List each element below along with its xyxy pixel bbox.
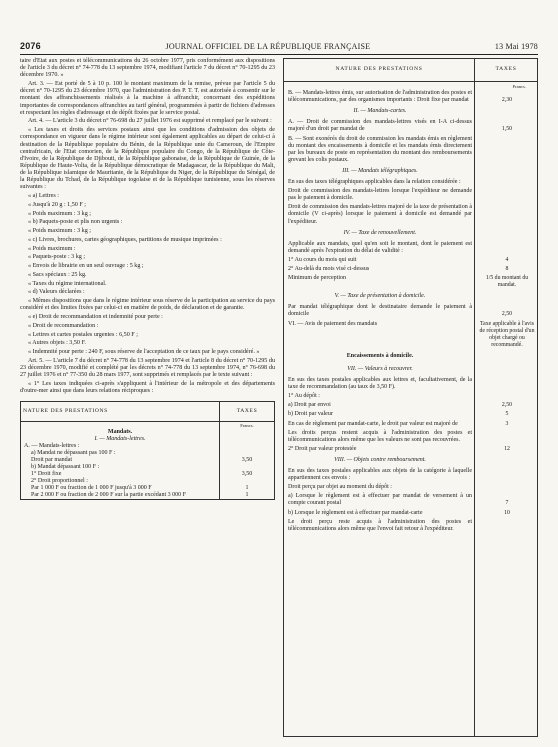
col-nature-header: NATURE DES PRESTATIONS xyxy=(284,59,475,81)
prestation-cell: a) Droit par envoi xyxy=(288,402,331,409)
tax-cell xyxy=(220,443,275,450)
tax-cell: 1,50 xyxy=(501,126,513,133)
tarif-lines xyxy=(21,443,275,500)
col-nature-header: NATURE DES PRESTATIONS xyxy=(21,402,220,422)
prestation-cell: 2° Droit proportionnel : xyxy=(21,478,220,485)
prestation-cell: 1° Au dépôt : xyxy=(288,393,320,400)
paragraph: « Jusqu'à 20 g : 1,50 F ; xyxy=(28,201,86,208)
prestation-cell: V. — Taxe de présentation à domicile. xyxy=(334,293,426,300)
paragraph: « a) Lettres : xyxy=(28,193,59,200)
tax-cell: 8 xyxy=(505,265,509,272)
paragraph: « Les taxes et droits des services postaux ainsi que les conditions d'admission des objets de correspondance en vigueur dans le régime intérieur sont également applicables au départ de celui-ci à destination de la République populaire du Bénin, de la République unie du Cameroun, de l'Empire centrafricain, de l'Etat comorien, de la République populaire du Congo, de la République de Côte-d'Ivoire, de la République de Djibouti, de la République gabonaise, de la République de Guinée, de la République de Haute-Volta, de la République démocratique de Madagascar, de la République du Mali, de la République islamique de Mauritanie, de la République du Niger, de la République du Sénégal, de la République du Tchad, de la République togolaise et de la République tunisienne, sous les réserves suivantes : xyxy=(20,127,275,191)
prestation-cell: b) Mandat dépassant 100 F : xyxy=(21,464,220,471)
prestation-cell: Les droits perçus restent acquis à l'administration des postes et télécommunications alors même que les valeurs ne sont pas recouvrées. xyxy=(288,429,472,443)
prestation-cell: 2° Au-delà du mois visé ci-dessus xyxy=(288,265,370,272)
prestation-cell: Applicable aux mandats, quel qu'en soit le montant, dont le paiement est demandé après l'expiration du délai de validité : xyxy=(288,240,472,254)
unit-label: Francs. xyxy=(512,84,526,89)
paragraph: « Envois de librairie en un seul ouvrage : 5 kg ; xyxy=(28,263,144,270)
tax-cell: 2,30 xyxy=(501,97,513,104)
prestation-cell: VI. — Avis de paiement des mandats xyxy=(288,320,378,327)
tarif-table-left xyxy=(20,401,275,500)
prestation-cell: Droit de commission des mandats-lettres lorsque l'expéditeur ne demande pas le paiement à domicile. xyxy=(288,188,472,202)
paragraph: « b) Paquets-poste et plis non urgents : xyxy=(28,219,123,226)
tax-cell: 3 xyxy=(505,420,509,427)
subsection-title: I. — Mandats-lettres. xyxy=(21,436,220,443)
prestation-cell: Droit de commission des mandats-lettres majoré de la taxe de présentation à domicile (V ci-après) lorsque le paiement à domicile est demandé par l'expéditeur. xyxy=(288,204,472,225)
prestation-cell: 1° Droit fixe xyxy=(21,471,220,478)
tax-cell: 1 xyxy=(220,492,275,500)
prestation-cell: IV. — Taxe de renouvellement. xyxy=(343,229,417,236)
prestation-cell: Droit perçu par objet au moment du dépôt : xyxy=(288,484,392,491)
left-column xyxy=(20,58,275,737)
paragraph: « Autres objets : 3,50 F. xyxy=(28,340,86,347)
table-header-row xyxy=(284,59,537,82)
tax-cell xyxy=(220,478,275,485)
tax-cell: 1/5 du montant du mandat. xyxy=(485,275,529,289)
tax-cell: 3,50 xyxy=(220,457,275,464)
paragraph: « Poids maximum : xyxy=(28,245,76,252)
page-header xyxy=(20,40,538,52)
tax-cell: 4 xyxy=(505,256,509,263)
prestation-cell: En cas de règlement par mandat-carte, le droit par valeur est majoré de xyxy=(288,420,458,427)
paragraph: taire d'Etat aux postes et télécommunications du 26 octobre 1977, pris conformément aux dispositions de l'article 3 du décret n° 74-778 du 13 septembre 1974, modifiant l'article 7 du décret n° 70-1295 du 23 décembre 1970. » xyxy=(20,58,275,79)
tax-cell: 7 xyxy=(505,500,509,507)
col-taxes-header: TAXES xyxy=(495,66,517,73)
section-title: Mandats. xyxy=(21,429,220,436)
table-row xyxy=(21,492,275,500)
tarif-table-right xyxy=(283,58,538,737)
prestation-cell: II. — Mandats-cartes. xyxy=(353,108,407,115)
issue-date: 13 Mai 1978 xyxy=(494,41,538,51)
prestation-cell: B. — Sont exonérés du droit de commission les mandats émis en règlement du montant des encaissements à domicile et les mandats émis directement par les bureaux de poste en représentation du montant des remboursements grevant les colis postaux. xyxy=(288,135,472,163)
journal-title: JOURNAL OFFICIEL DE LA RÉPUBLIQUE FRANÇAISE xyxy=(165,41,371,51)
prestation-cell: 2° Droit par valeur protestée xyxy=(288,445,357,452)
prestation-cell: Minimum de perception xyxy=(288,275,346,282)
two-column-body xyxy=(20,58,538,737)
taxes-column xyxy=(475,81,537,736)
table-body xyxy=(284,81,537,736)
paragraph: « Indemnité pour perte : 240 F, sous réserve de l'acceptation de ce taux par le pays considéré. » xyxy=(28,349,260,356)
prestation-cell: a) Lorsque le règlement est à effectuer par mandat de versement à un compte courant postal xyxy=(288,493,472,507)
header-rule xyxy=(20,54,538,55)
tax-cell: 5 xyxy=(505,411,509,418)
prestation-cell: b) Lorsque le règlement est à effectuer par mandat-carte xyxy=(288,509,423,516)
prestation-cell: VII. — Valeurs à recouvrer. xyxy=(347,366,413,372)
right-column xyxy=(283,58,538,737)
paragraph: Art. 3. — Est porté de 5 à 10 p. 100 le montant maximum de la remise, prévue par l'article 5 du décret n° 70-1295 du 23 décembre 1970, que l'administration des P. T. T. est autorisée à consentir sur le montant des affranchissements réalisés à la machine à affranchir, concernant des expéditions importantes de correspondances affranchies au tarif général, programmées à partir de fichiers d'adresses et respectant les règles d'adressage et de dépôt fixées par le service postal. xyxy=(20,81,275,116)
paragraph: « Poids maximum : 3 kg ; xyxy=(28,228,91,235)
prestation-cell: Le droit perçu reste acquis à l'administration des postes et télécommunications alors même que l'envoi fait retour à l'expéditeur. xyxy=(288,518,472,532)
prestation-cell: Par mandat télégraphique dont le destinataire demande le paiement à domicile xyxy=(288,304,472,318)
paragraph: « Poids maximum : 3 kg ; xyxy=(28,210,91,217)
prestation-cell: B. — Mandats-lettres émis, sur autorisation de l'administration des postes et télécommunications, par des organismes importants : Droit fixe par mandat xyxy=(288,90,472,104)
paragraph: « Droit de recommandation : xyxy=(28,322,99,329)
tax-cell: 3,50 xyxy=(220,471,275,478)
tax-cell: 12 xyxy=(504,445,510,452)
paragraph: « c) Livres, brochures, cartes géographiques, partitions de musique imprimées : xyxy=(28,236,222,243)
prestation-cell: Par 2 000 F ou fraction de 2 000 F sur la partie excédant 3 000 F xyxy=(21,492,220,500)
paragraph: « Mêmes dispositions que dans le régime intérieur sous réserve de la participation au service du pays considéré et des limites fixées par celui-ci en matière de poids, de déclaration et de garantie. xyxy=(20,298,275,312)
prestation-cell: En sus des taxes postales applicables aux lettres et, facultativement, de la taxe de recommandation (au taux de 3,50 F). xyxy=(288,377,472,391)
paragraph: Art. 4. — L'article 3 du décret n° 76-698 du 27 juillet 1976 est supprimé et remplacé par le suivant : xyxy=(28,118,272,125)
left-paragraphs xyxy=(20,58,275,395)
prestation-cell: 1° Au cours du mois qui suit xyxy=(288,256,357,263)
tax-cell: 2,50 xyxy=(501,402,513,409)
tax-cell: 1 xyxy=(220,485,275,492)
tax-cell: 10 xyxy=(504,509,510,516)
paragraph: « Taxes du régime international. xyxy=(28,280,107,287)
paragraph: « e) Droit de recommandation et indemnité pour perte : xyxy=(28,314,163,321)
tax-cell xyxy=(220,450,275,457)
prestation-cell: A. — Droit de commission des mandats-lettres visés en I-A ci-dessus majoré d'un droit par mandat de xyxy=(288,119,472,133)
paragraph: « Lettres et cartes postales urgentes : 6,50 F ; xyxy=(28,331,138,338)
prestation-cell: a) Mandat ne dépassant pas 100 F : xyxy=(21,450,220,457)
prestation-cell: En sus des taxes postales applicables aux objets de la catégorie à laquelle appartiennent ces envois : xyxy=(288,468,472,482)
col-taxes-header: TAXES xyxy=(220,402,275,422)
unit-label: Francs. xyxy=(220,422,275,430)
paragraph: Art. 5. — L'article 7 du décret n° 74-778 du 13 septembre 1974 et l'article 8 du décret n° 70-1295 du 23 décembre 1970, modifié et complété par les décrets n° 74-778 du 13 septembre 1974, n° 76-698 du 27 juillet 1976 et n° 77-350 du 28 mars 1977, sont supprimés et remplacés par le texte suivant : xyxy=(20,357,275,379)
paragraph: « d) Valeurs déclarées : xyxy=(28,289,85,296)
tax-cell: 2,50 xyxy=(501,311,513,318)
paragraph: « 1° Les taxes indiquées ci-après s'appliquent à l'intérieur de la métropole et des départements d'outre-mer ainsi que dans leurs relations réciproques : xyxy=(20,380,275,395)
table-body-rows xyxy=(284,81,535,736)
tax-cell xyxy=(220,464,275,471)
paragraph: « Paquets-poste : 3 kg ; xyxy=(28,254,86,261)
prestation-cell: Droit par mandat xyxy=(21,457,220,464)
tax-cell: Taxe applicable à l'avis de réception postal d'un objet chargé ou recommandé. xyxy=(479,320,535,348)
prestation-cell: VIII. — Objets contre remboursement. xyxy=(334,456,426,463)
paragraph: « Sacs spéciaux : 25 kg. xyxy=(28,271,87,278)
prestation-cell: Par 1 000 F ou fraction de 1 000 F jusqu'à 3 000 F xyxy=(21,485,220,492)
prestation-cell: III. — Mandats télégraphiques. xyxy=(342,167,418,174)
prestation-cell: En sus des taxes télégraphiques applicables dans la relation considérée : xyxy=(288,179,461,186)
prestation-cell: Encaissements à domicile. xyxy=(346,352,414,359)
page-number: 2076 xyxy=(20,41,41,51)
prestation-cell: b) Droit par valeur xyxy=(288,411,333,418)
prestation-cell: A. — Mandats-lettres : xyxy=(21,443,220,450)
table-subhead-left xyxy=(21,422,220,430)
table-row xyxy=(21,450,275,457)
